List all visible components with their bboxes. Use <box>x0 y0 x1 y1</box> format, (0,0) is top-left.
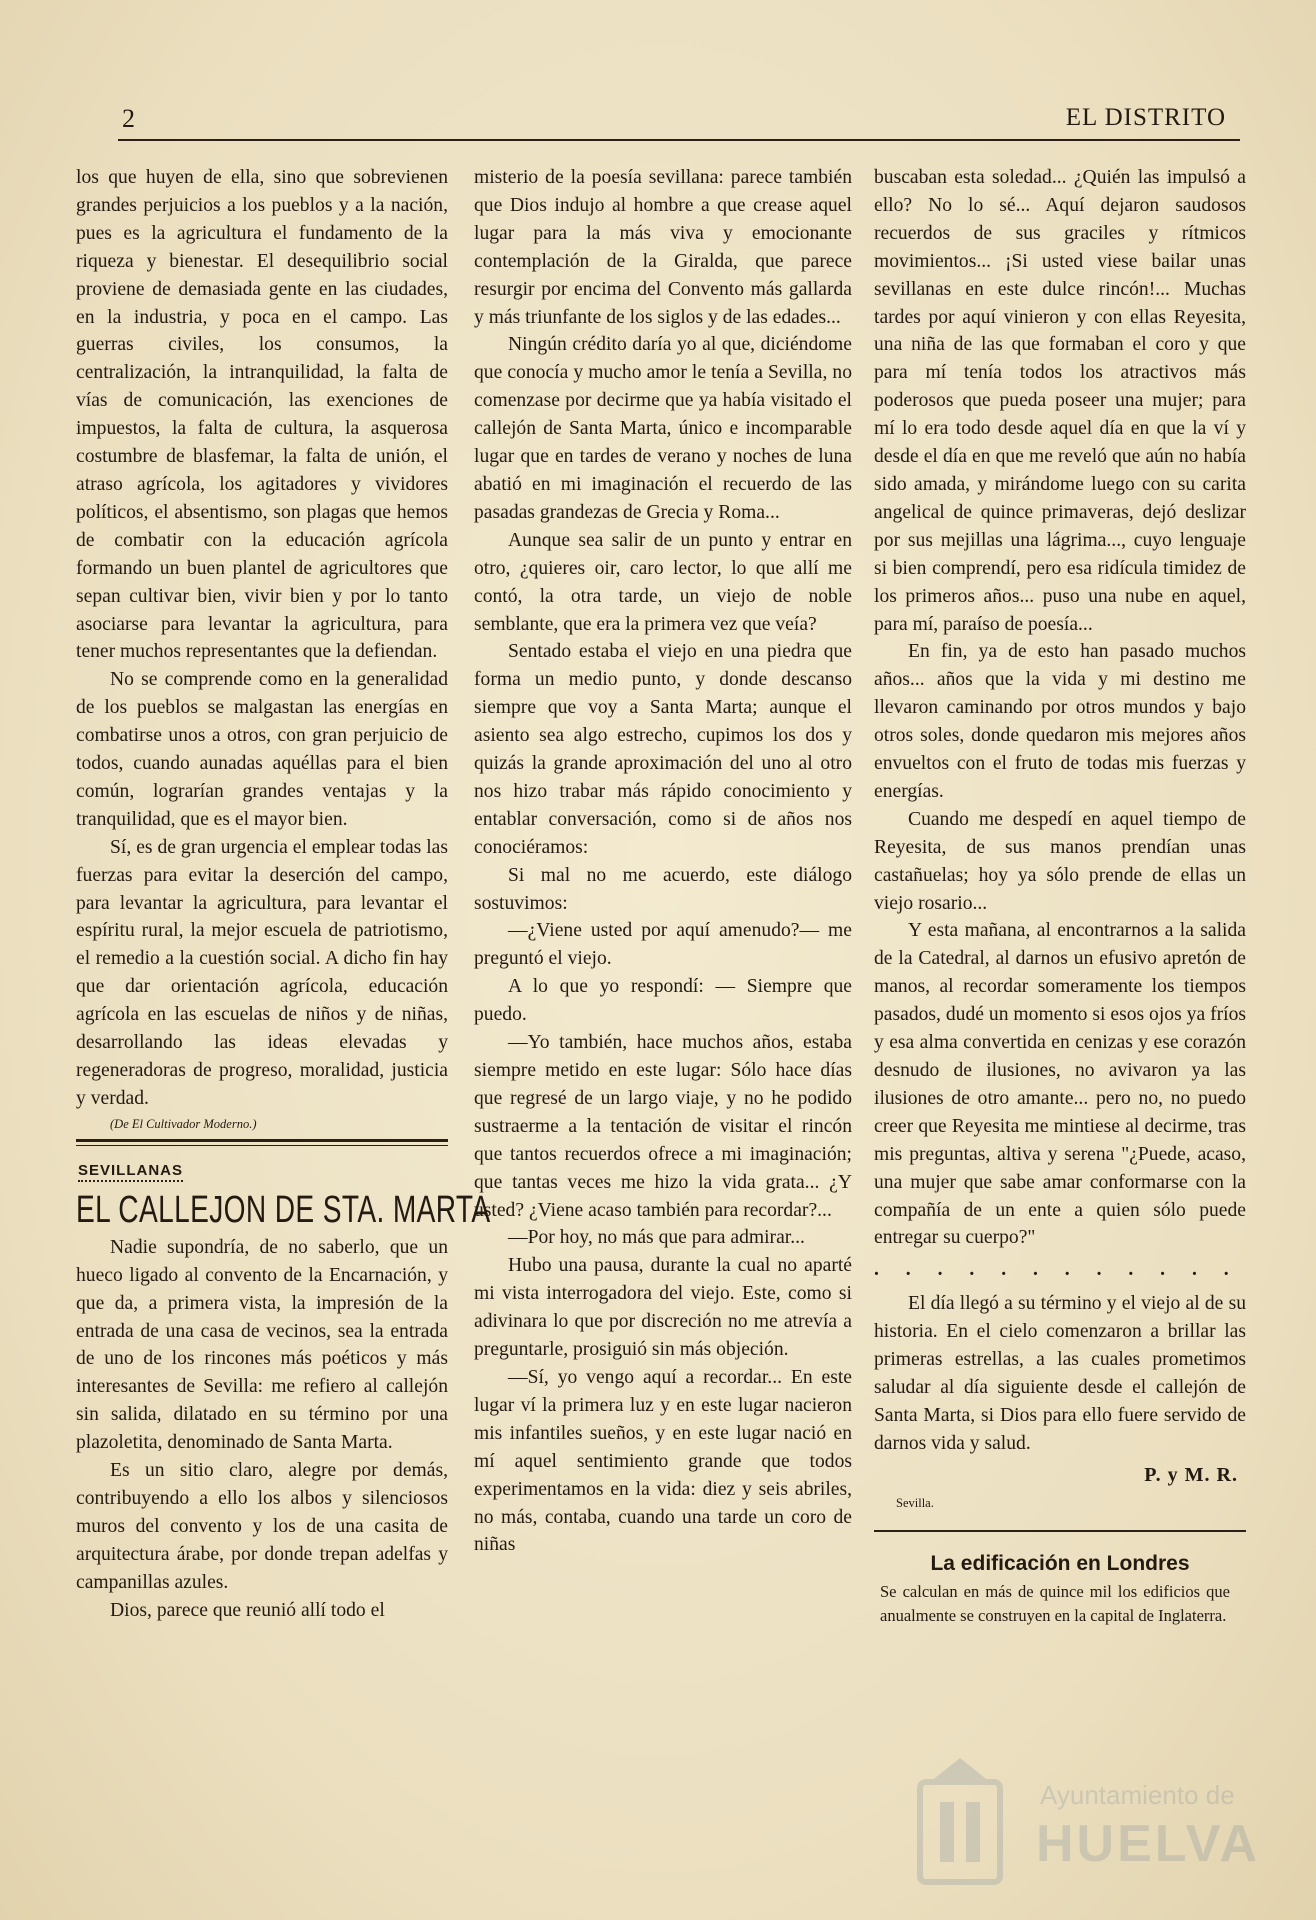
dialogue-line: —Yo también, hace muchos años, estaba siempre metido en este lugar: Sólo hace días que regresé de un largo viaje, y no he podido sustraerme a la tentación de visitar el rincón que tantos recuerdos ofrece a mi imaginación; que tantas veces me hizo la vida grata... ¿Y usted? ¿Viene acaso también para recordar?... <box>474 1032 852 1221</box>
page-header <box>118 104 1240 138</box>
paragraph: buscaban esta soledad... ¿Quién las impulsó a ello? No lo sé... Aquí dejaron saudosos recuerdos de sus graciles y rítmicos movimientos... ¡Si usted viese bailar unas sevillanas en este dulce rincón!... Muchas tardes por aquí vinieron y con ellas Reyesita, una niña de las que formaban el coro y que para mí tenía todos los atractivos más poderosos que pueda poseer una mujer; para mí lo era todo desde aquel día en que la ví y desde el día en que me reveló que aún no había sido amada, y mirándome luego con su carita angelical de quince primaveras, dejó deslizar por sus mejillas una lágrima..., cuyo lenguaje si bien comprendí, pero esa ridícula timidez de los primeros años... puso una nube en aquel, para mí, paraíso de poesía... <box>874 167 1246 635</box>
section-label: SEVILLANAS <box>78 1162 183 1182</box>
paragraph: Ningún crédito daría yo al que, diciéndome que conocía y mucho amor le tenía a Sevilla, no comenzase por decirme que ya había visitado el callejón de Santa Marta, único e incomparable lugar que en tardes de verano y noches de luna abatió en mi imaginación el recuerdo de las pasadas grandezas de Grecia y Roma... <box>474 334 852 523</box>
news-box-title: La edificación en Londres <box>930 1551 1190 1575</box>
source-credit: (De El Cultivador Moderno.) <box>110 1116 257 1131</box>
paragraph: No se comprende como en la generalidad de los pueblos se malgastan las energías en combatirse unos a otros, con gran perjuicio de todos, cuando aunadas aquéllas para el bien común, lograrían grandes ventajas y la tranquilidad, que es el mayor bien. <box>76 669 448 830</box>
paragraph: El día llegó a su término y el viejo al de su historia. En el cielo comenzaron a brillar las primeras estrellas, a las cuales prometimos saludar al día siguiente desde el callejón de Santa Marta, si Dios para ello fuere servido de darnos vida y salud. <box>874 1293 1246 1454</box>
author-signature: P. y M. R. <box>1144 1463 1238 1486</box>
paragraph: Sentado estaba el viejo en una piedra que forma un medio punto, y donde descanso siempre que voy a Santa Marta; aunque el asiento sea algo estrecho, cupimos los dos y quizás la grande aproximación del uno al otro nos hizo trabar más rápido conocimiento y entablar conversación, como si de años nos conociéramos: <box>474 641 852 858</box>
dialogue-line: A lo que yo respondí: — Siempre que puedo. <box>474 976 852 1026</box>
dialogue-line: —Sí, yo vengo aquí a recordar... En este lugar ví la primera luz y en este lugar nacieron mis infantiles sueños, y en este lugar nació en mí aquel sentimiento grande que todos experimentamos en la vida: diez y seis abriles, no más, contaba, cuando una tarde un coro de niñas <box>474 1366 852 1556</box>
dialogue-line: —Por hoy, no más que para admirar... <box>508 1227 805 1249</box>
paragraph: Y esta mañana, al encontrarnos a la salida de la Catedral, al darnos un efusivo apretón de manos, al recordar someramente los tiempos pasados, dudé un momento si esos ojos ya fríos y esa alma convertida en cenizas y ese corazón desnudo de ilusiones, no avivaron ya las ilusiones de otro amante... pero no, no puedo creer que Reyesita me mintiese al decirme, tras mis preguntas, altiva y serena "¿Puede, acaso, una mujer que sabe amar conformarse con la compañía de un ente a quien sólo puede entregar su cuerpo?" <box>874 920 1246 1249</box>
page-number: 2 <box>122 104 135 133</box>
paragraph: Hubo una pausa, durante la cual no aparté mi vista interrogadora del viejo. Este, como si adivinara lo que por discreción no me atrevía a preguntarle, prosiguió sin más objeción. <box>474 1255 852 1361</box>
paragraph: Dios, parece que reunió allí todo el <box>110 1599 385 1621</box>
paragraph: Sí, es de gran urgencia el emplear todas las fuerzas para evitar la deserción del campo, para levantar la agricultura, para levantar el espíritu rural, la mejor escuela de patriotismo, el remedio a la cuestión social. A dicho fin hay que dar orientación agrícola, educación agrícola en las escuelas de niños y de niñas, desarrollando las ideas elevadas y regeneradoras de progreso, moralidad, justicia y verdad. <box>76 836 448 1109</box>
article-headline: EL CALLEJON DE STA. MARTA <box>76 1188 491 1231</box>
column-1 <box>76 164 491 1625</box>
column-2 <box>474 164 852 1559</box>
section-divider <box>76 1139 448 1146</box>
column-3 <box>874 164 1246 1628</box>
news-box-text: Se calculan en más de quince mil los edificios que anualmente se construyen en la capital de Inglaterra. <box>880 1581 1230 1625</box>
place-line: Sevilla. <box>896 1495 934 1510</box>
signature-block <box>874 1458 1246 1518</box>
box-divider <box>874 1530 1246 1532</box>
paragraph: Cuando me despedí en aquel tiempo de Reyesita, de sus manos prendían unas castañuelas; hoy ya sólo prende de ellas un viejo rosario... <box>874 808 1246 914</box>
running-title: EL DISTRITO <box>1065 104 1226 131</box>
paragraph: Es un sitio claro, alegre por demás, contribuyendo a ello los albos y silenciosos muros del convento y los de una casita de arquitectura árabe, por donde trepan adelfas y campanillas azules. <box>76 1460 448 1593</box>
paragraph: Si mal no me acuerdo, este diálogo sostuvimos: <box>474 864 852 914</box>
coat-of-arms-icon <box>900 1752 1020 1892</box>
watermark-line-1: Ayuntamiento de <box>1040 1780 1235 1810</box>
paragraph: misterio de la poesía sevillana: parece también que Dios indujo al hombre a que crease aquel lugar para la más viva y emocionante contemplación de la Giralda, que parece resurgir por encima del Convento más gallarda y más triunfante de los siglos y de las edades... <box>474 167 852 328</box>
paragraph: En fin, ya de esto han pasado muchos años... años que la vida y mi destino me llevaron caminando por otros mundos y bajo otros soles, donde quedaron mis mejores años envueltos con el fruto de todas mis fuerzas y energías. <box>874 641 1246 802</box>
paragraph: Nadie supondría, de no saberlo, que un hueco ligado al convento de la Encarnación, y que da, a primera vista, la impresión de la entrada de una casa de vecinos, sea la entrada de uno de los rincones más poéticos y más interesantes de Sevilla: me refiero al callejón sin salida, dilatado en su término por una plazoletita, denominado de Santa Marta. <box>76 1236 448 1454</box>
paragraph: los que huyen de ella, sino que sobrevienen grandes perjuicios a los pueblos y a la nación, pues es la agricultura el fundamento de la riqueza y bienestar. El desequilibrio social proviene de demasiada gente en las ciudades, en la industria, y poca en el campo. Las guerras civiles, los consumos, la centralización, la intranquilidad, la falta de vías de comunicación, las exenciones de impuestos, la falta de cultura, la asquerosa costumbre de blasfemar, la falta de unión, el atraso agrícola, los agitadores y vividores políticos, el absentismo, son plagas que hemos de combatir con la educación agrícola formando un buen plantel de agricultores que sepan cultivar bien, vivir bien y por lo tanto asociarse para levantar la agricultura, para tener muchos representantes que la defiendan. <box>76 167 448 663</box>
archive-watermark <box>900 1752 1260 1892</box>
dialogue-line: —¿Viene usted por aquí amenudo?— me preguntó el viejo. <box>474 920 852 970</box>
watermark-line-2: HUELVA <box>1036 1815 1261 1873</box>
ellipsis-divider: . . . . . . . . . . . . <box>874 1259 1240 1281</box>
paragraph: Aunque sea salir de un punto y entrar en otro, ¿quieres oir, caro lector, lo que allí me contó, la otra tarde, un viejo de noble semblante, que era la primera vez que veía? <box>474 529 852 635</box>
header-rule <box>118 139 1240 141</box>
